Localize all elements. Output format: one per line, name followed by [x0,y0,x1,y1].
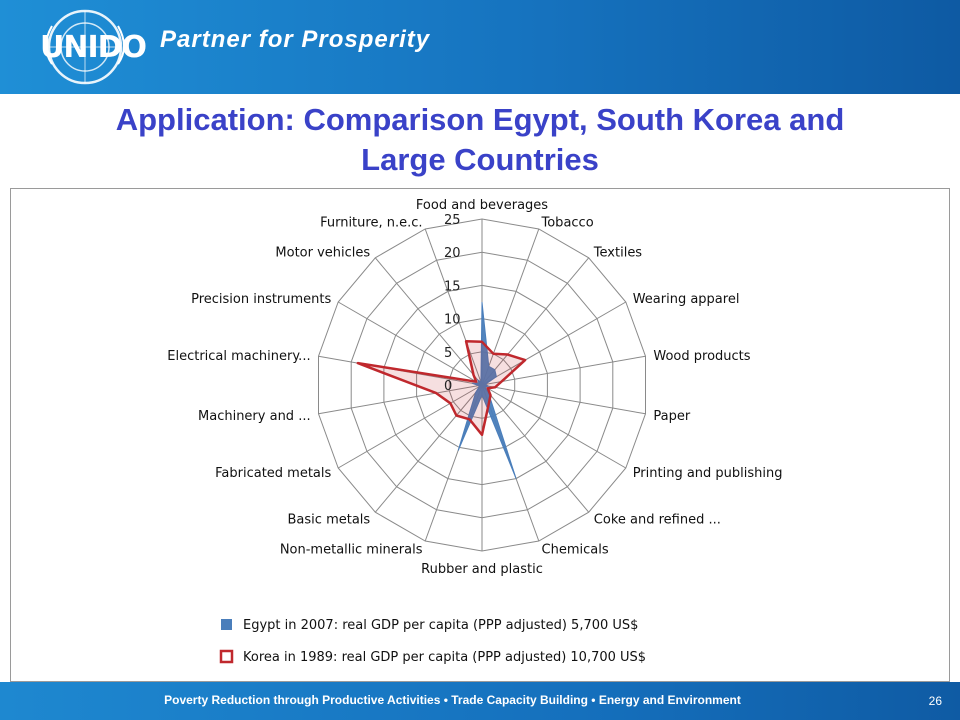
category-label: Precision instruments [191,292,332,307]
tick-label: 15 [444,279,461,295]
category-label: Non-metallic minerals [279,542,423,558]
category-label: Machinery and ... [198,409,311,425]
category-label: Tobacco [541,215,594,231]
category-label: Wood products [653,348,751,364]
logo-text: UNIDO [40,30,147,65]
category-label: Motor vehicles [275,245,371,261]
page-number: 26 [928,694,942,708]
category-label: Basic metals [287,512,371,528]
category-label: Fabricated metals [215,466,332,481]
legend-label: Korea in 1989: real GDP per capita (PPP adjusted) 10,700 US$ [243,650,647,665]
title-line-1: Application: Comparison Egypt, South Korea and [115,102,845,137]
legend-swatch-egypt [221,619,232,630]
category-label: Printing and publishing [632,466,783,481]
tick-label: 0 [444,379,453,394]
category-label: Coke and refined ... [593,512,721,528]
category-label: Furniture, n.e.c. [320,215,423,231]
category-label: Electrical machinery... [167,348,311,364]
category-label: Rubber and plastic [421,562,543,577]
tick-label: 10 [444,312,461,328]
legend-label: Egypt in 2007: real GDP per capita (PPP adjusted) 5,700 US$ [243,618,639,633]
tick-label: 5 [444,345,453,361]
footer-banner [0,682,960,720]
tick-label: 20 [444,246,461,262]
footer-text: Poverty Reduction through Productive Activities • Trade Capacity Building • Energy and Environment [164,693,741,707]
tick-label: 25 [444,213,461,228]
radar-chart [10,188,950,682]
category-label: Textiles [593,245,643,261]
slide-title [20,100,940,180]
tagline: Partner for Prosperity [160,26,431,53]
title-line-2: Large Countries [361,142,599,177]
category-label: Paper [653,409,691,425]
header-banner [0,0,960,94]
category-label: Chemicals [541,542,609,558]
legend-swatch-korea [221,651,232,662]
category-label: Wearing apparel [632,292,740,307]
category-label: Food and beverages [415,198,549,213]
radar-svg [11,189,949,681]
